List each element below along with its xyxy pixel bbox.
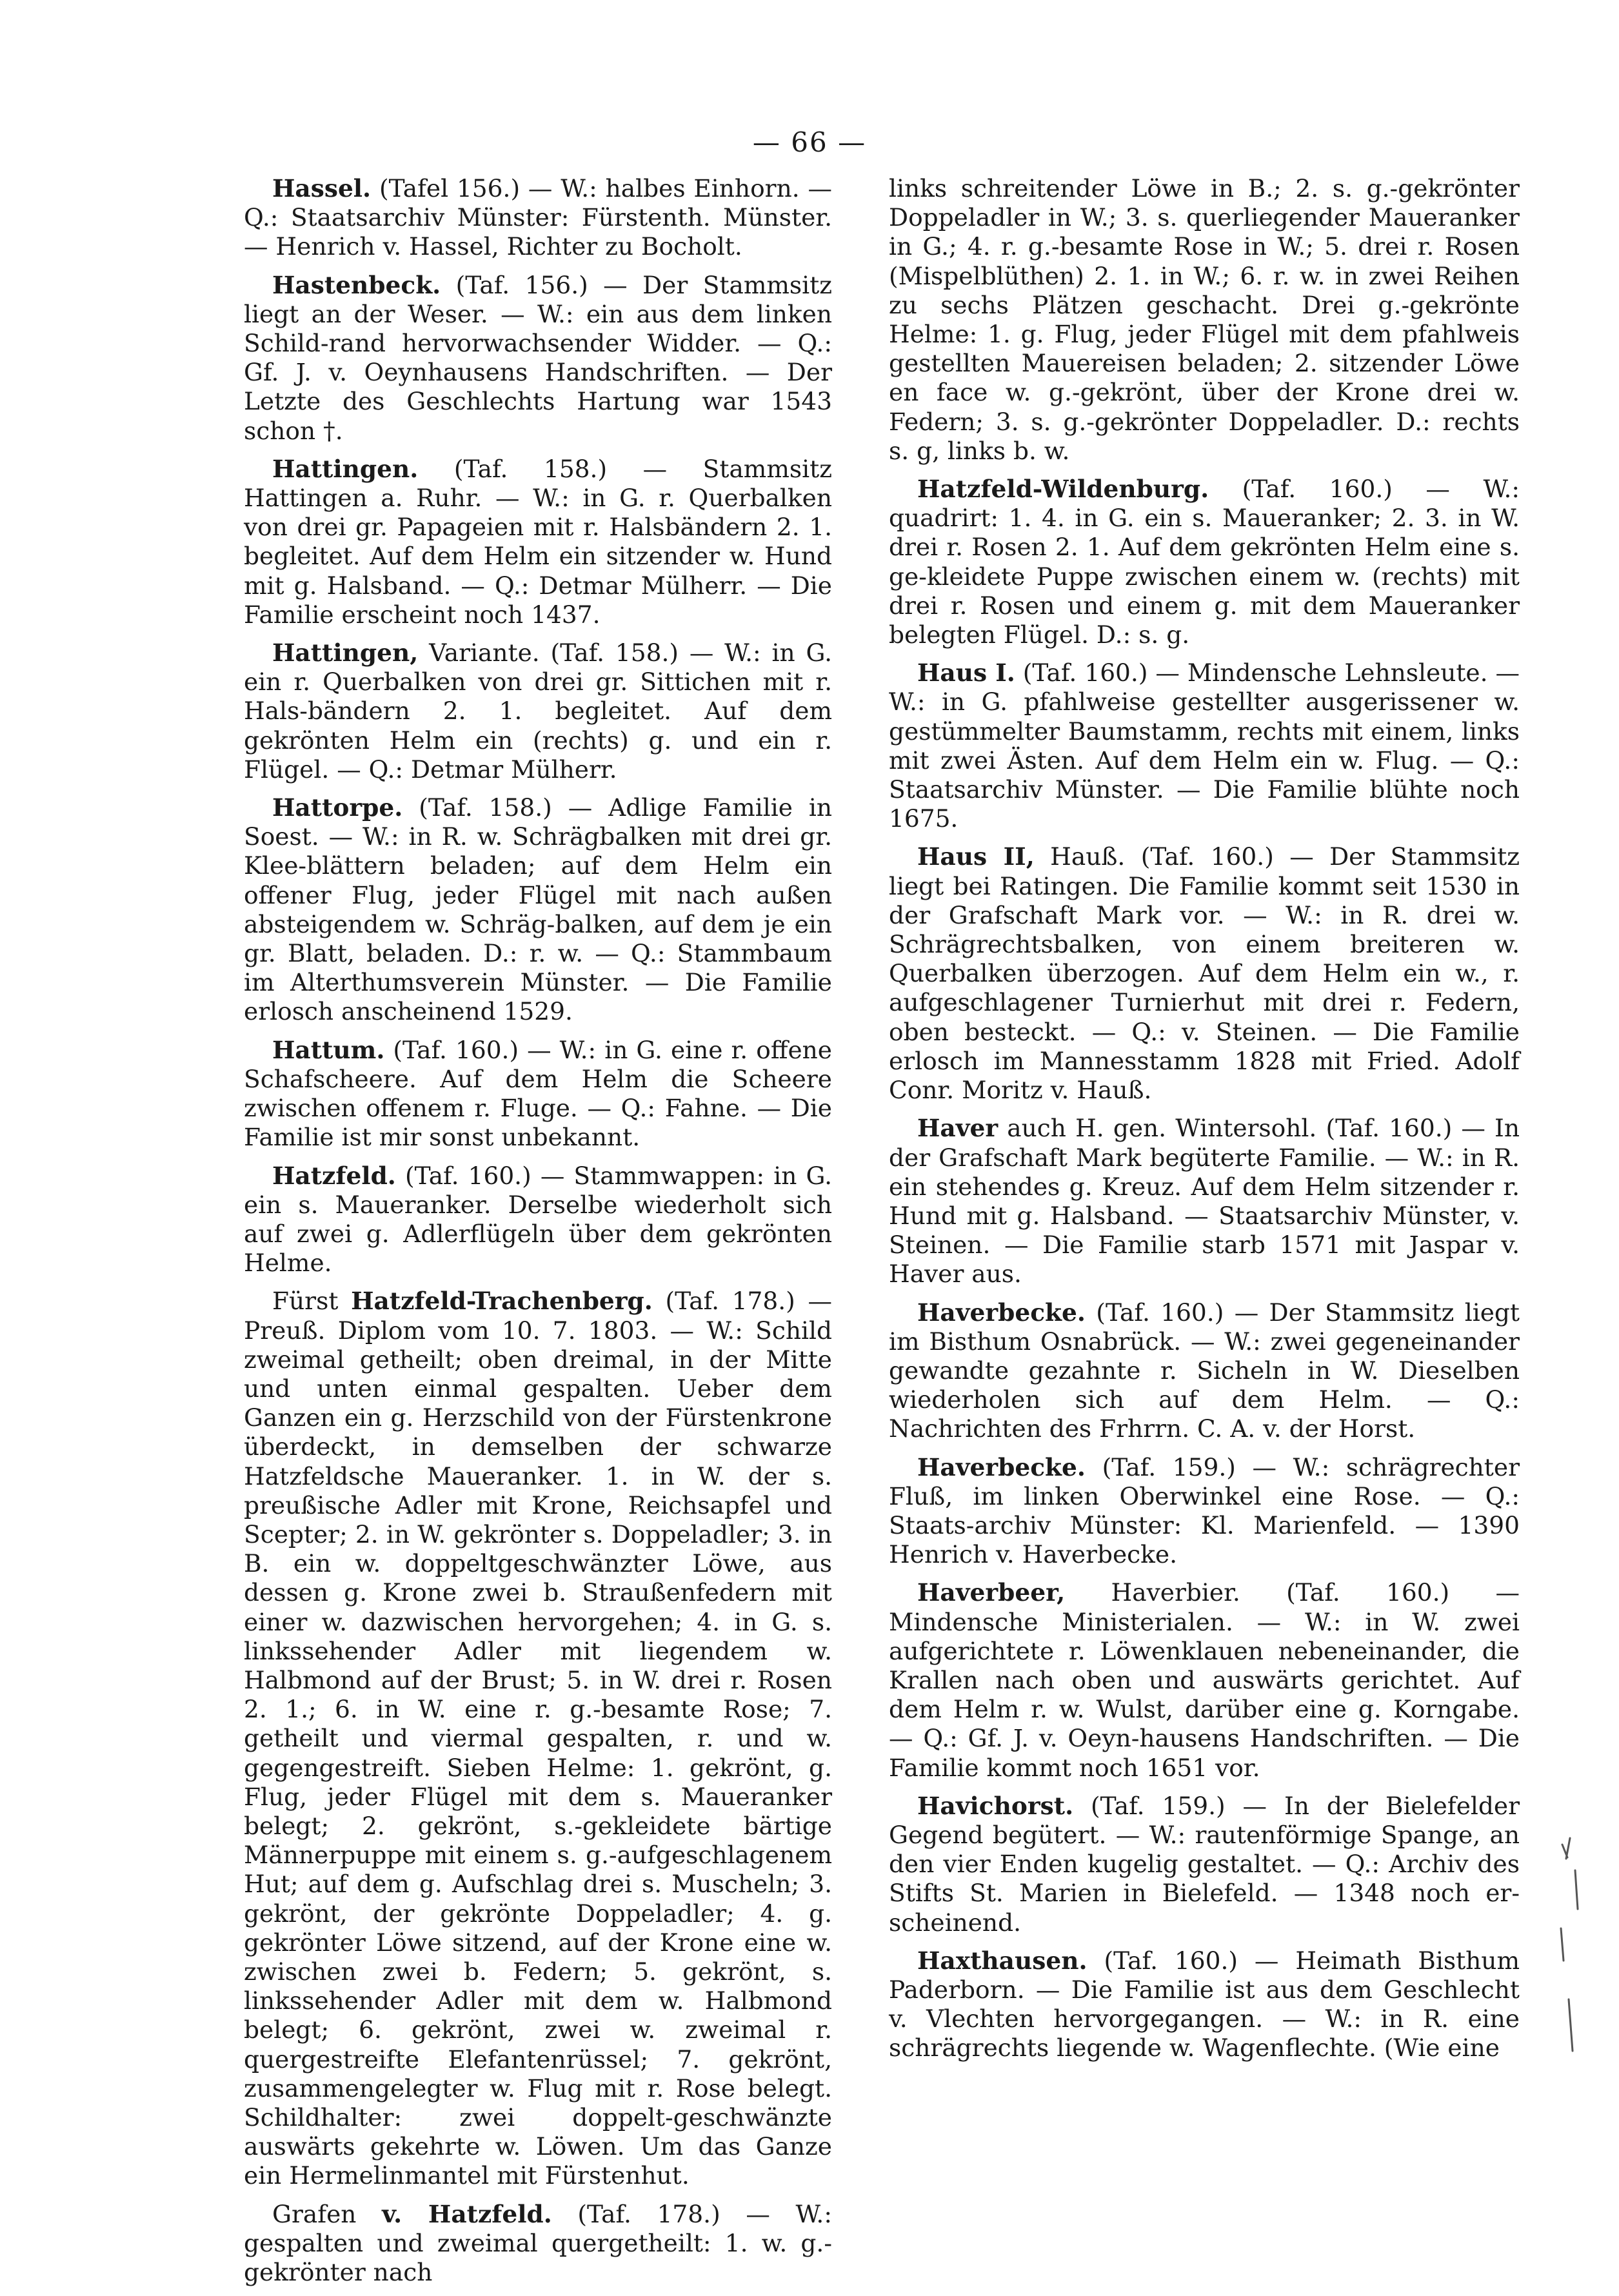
entry-haxthausen xyxy=(889,1946,1520,2063)
entry-hattingen xyxy=(244,455,832,629)
entry-text: (Tafel 156.) — W.: halbes Einhorn. — Q.: Staatsarchiv Münster: Fürstenth. Münster. — Henrich v. Hassel, Richter zu Bocholt. xyxy=(244,174,832,261)
entry-hatzfeld-wildenburg xyxy=(889,475,1520,649)
entry-haverbecke-2 xyxy=(889,1453,1520,1570)
entry-haverbecke-1 xyxy=(889,1298,1520,1444)
headword: Hattorpe. xyxy=(272,793,403,822)
headword: Haxthausen. xyxy=(917,1946,1088,1975)
headword: Haverbecke. xyxy=(917,1452,1086,1481)
headword: Havichorst. xyxy=(917,1791,1074,1820)
margin-scribble-marks xyxy=(1556,1832,1607,2064)
entry-text: (Taf. 159.) — W.: schrägrechter Fluß, im linken Oberwinkel eine Rose. — Q.: Staats-archiv Münster: Kl. Marienfeld. — 1390 Henrich v. Haverbecke. xyxy=(889,1452,1520,1569)
entry-text: (Taf. 160.) — W.: quadrirt: 1. 4. in G. ein s. Maueranker; 2. 3. in W. drei r. Rosen 2. 1. Auf dem gekrönten Helm eine s. ge-kleidete Puppe zwischen einem w. (rechts) mit drei r. Rosen und einem g. mit dem Maueranker belegten Flügel. D.: s. g. xyxy=(889,475,1520,649)
headword: Hattingen. xyxy=(272,454,419,483)
entry-hassel xyxy=(244,174,832,262)
entry-text: (Taf. 160.) — Mindensche Lehnsleute. — W.: in G. pfahlweise gestellter ausgerissener w. gestümmelter Baumstamm, rechts mit einem, links mit zwei Ästen. Auf dem Helm ein w. Flug. — Q.: Staatsarchiv Münster. — Die Familie blühte noch 1675. xyxy=(889,658,1520,833)
entry-grafen-hatzfeld xyxy=(244,2200,832,2288)
headword: Hastenbeck. xyxy=(272,270,441,299)
right-column xyxy=(889,174,1520,2072)
entry-text: (Taf. 160.) — Der Stammsitz liegt im Bisthum Osnabrück. — W.: zwei gegeneinander gewandte gezahnte r. Sicheln in W. Dieselben wiederholen sich auf dem Helm. — Q.: Nachrichten des Frhrrn. C. A. v. der Horst. xyxy=(889,1298,1520,1443)
entry-haus-ii xyxy=(889,842,1520,1105)
headword: Hatzfeld-Trachenberg. xyxy=(351,1287,653,1316)
entry-text: Hauß. (Taf. 160.) — Der Stammsitz liegt bei Ratingen. Die Familie kommt seit 1530 in der Grafschaft Mark vor. — W.: in R. drei w. Schrägrechtsbalken, von einem breiteren w. Querbalken überzogen. Auf dem Helm ein w., r. aufgeschlagener Turnierhut mit drei r. Federn, oben besteckt. — Q.: v. Steinen. — Die Familie erlosch im Mannesstamm 1828 mit Fried. Adolf Conr. Moritz v. Hauß. xyxy=(889,842,1520,1105)
headword: Haus II, xyxy=(917,842,1035,871)
entry-prefix: Fürst xyxy=(272,1287,352,1316)
headword: Haver xyxy=(917,1114,998,1143)
entry-text: Haverbier. (Taf. 160.) — Mindensche Ministerialen. — W.: in W. zwei aufgerichtete r. Löwenklauen nebeneinander, die Krallen nach oben und auswärts gerichtet. Auf dem Helm r. w. Wulst, darüber eine g. Korngabe. — Q.: Gf. J. v. Oeyn-hausens Handschriften. — Die Familie kommt noch 1651 vor. xyxy=(889,1578,1520,1782)
entry-hattorpe xyxy=(244,793,832,1027)
headword: Haverbeer, xyxy=(917,1578,1066,1607)
headword: Hatzfeld-Wildenburg. xyxy=(917,475,1209,504)
entry-text: auch H. gen. Wintersohl. (Taf. 160.) — In der Grafschaft Mark begüterte Familie. — W.: in R. ein stehendes g. Kreuz. Auf dem Helm sitzender r. Hund mit g. Halsband. — Staatsarchiv Münster, v. Steinen. — Die Familie starb 1571 mit Jaspar v. Haver aus. xyxy=(889,1114,1520,1289)
entry-haver xyxy=(889,1114,1520,1289)
entry-text: links schreitender Löwe in B.; 2. s. g.-gekrönter Doppeladler in W.; 3. s. querliegender Maueranker in G.; 4. r. g.-besamte Rose in W.; 5. drei r. Rosen (Mispelblüthen) 2. 1. in W.; 6. r. w. in zwei Reihen zu sechs Plätzen geschacht. Drei g.-gekrönte Helme: 1. g. Flug, jeder Flügel mit dem pfahlweis gestellten Mauereisen beladen; 2. sitzender Löwe en face w. g.-gekrönt, über der Krone drei w. Federn; 3. s. g.-gekrönter Doppeladler. D.: rechts s. g, links b. w. xyxy=(889,174,1520,465)
entry-hattingen-variante xyxy=(244,638,832,784)
entry-text: (Taf. 158.) — Adlige Familie in Soest. — W.: in R. w. Schrägbalken mit drei gr. Klee-blättern beladen; auf dem Helm ein offener Flug, jeder Flügel mit nach außen absteigendem w. Schräg-balken, auf dem je ein gr. Blatt, beladen. D.: r. w. — Q.: Stammbaum im Alterthumsverein Münster. — Die Familie erlosch anscheinend 1529. xyxy=(244,793,832,1026)
entry-continuation xyxy=(889,174,1520,466)
headword: Haverbecke. xyxy=(917,1298,1086,1327)
entry-hatzfeld xyxy=(244,1162,832,1278)
headword: Hattingen, xyxy=(272,638,419,668)
entry-text: (Taf. 158.) — Stammsitz Hattingen a. Ruhr. — W.: in G. r. Querbalken von drei gr. Papageien mit r. Halsbändern 2. 1. begleitet. Auf dem Helm ein sitzender w. Hund mit g. Halsband. — Q.: Detmar Mülherr. — Die Familie erscheint noch 1437. xyxy=(244,454,832,629)
headword: Haus I. xyxy=(917,658,1015,688)
entry-text: (Taf. 178.) — W.: gespalten und zweimal quergetheilt: 1. w. g.-gekrönter nach xyxy=(244,2199,832,2287)
entry-havichorst xyxy=(889,1792,1520,1937)
entry-text: (Taf. 160.) — Stammwappen: in G. ein s. Maueranker. Derselbe wiederholt sich auf zwei g. Adlerflügeln über dem gekrönten Helme. xyxy=(244,1161,832,1278)
entry-text: (Taf. 160.) — W.: in G. eine r. offene Schafscheere. Auf dem Helm die Scheere zwischen offenem r. Fluge. — Q.: Fahne. — Die Familie ist mir sonst unbekannt. xyxy=(244,1035,832,1152)
headword: Hattum. xyxy=(272,1035,385,1064)
entry-haus-i xyxy=(889,658,1520,833)
entry-hattum xyxy=(244,1036,832,1153)
entry-hastenbeck xyxy=(244,271,832,446)
entry-text: (Taf. 159.) — In der Bielefelder Gegend begütert. — W.: rautenförmige Spange, an den vier Enden kugelig gestaltet. — Q.: Archiv des Stifts St. Marien in Bielefeld. — 1348 noch er-scheinend. xyxy=(889,1791,1520,1937)
headword: Hatzfeld. xyxy=(272,1161,396,1190)
entry-text: (Taf. 160.) — Heimath Bisthum Paderborn. — Die Familie ist aus dem Geschlecht v. Vlechten hervorgegangen. — W.: in R. eine schrägrechts liegende w. Wagenflechte. (Wie eine xyxy=(889,1946,1520,2063)
entry-hatzfeld-trachenberg xyxy=(244,1287,832,2190)
page-number: — 66 — xyxy=(752,126,867,158)
entry-text: (Taf. 156.) — Der Stammsitz liegt an der Weser. — W.: ein aus dem linken Schild-rand hervorwachsender Widder. — Q.: Gf. J. v. Oeynhausens Handschriften. — Der Letzte des Geschlechts Hartung war 1543 schon †. xyxy=(244,270,832,445)
entry-haverbeer xyxy=(889,1578,1520,1782)
left-column xyxy=(244,174,832,2296)
headword: v. Hatzfeld. xyxy=(382,2199,552,2228)
entry-text: Variante. (Taf. 158.) — W.: in G. ein r. Querbalken von drei gr. Sittichen mit r. Hals-bändern 2. 1. begleitet. Auf dem gekrönten Helm ein (rechts) g. und ein r. Flügel. — Q.: Detmar Mülherr. xyxy=(244,638,832,784)
headword: Hassel. xyxy=(272,174,372,203)
entry-text: (Taf. 178.) — Preuß. Diplom vom 10. 7. 1803. — W.: Schild zweimal getheilt; oben dreimal, in der Mitte und unten einmal gespalten. Ueber dem Ganzen ein g. Herzschild von der Fürstenkrone überdeckt, in demselben der schwarze Hatzfeldsche Maueranker. 1. in W. der s. preußische Adler mit Krone, Reichsapfel und Scepter; 2. in W. gekrönter s. Doppeladler; 3. in B. ein w. doppeltgeschwänzter Löwe, aus dessen g. Krone zwei b. Straußenfedern mit einer w. dazwischen hervorgehen; 4. in G. s. linkssehender Adler mit liegendem w. Halbmond auf der Brust; 5. in W. drei r. Rosen 2. 1.; 6. in W. eine r. g.-besamte Rose; 7. getheilt und viermal gespalten, r. und w. gegengestreift. Sieben Helme: 1. gekrönt, g. Flug, jeder Flügel mit dem s. Maueranker belegt; 2. gekrönt, s.-gekleidete bärtige Männerpuppe mit einem s. g.-aufgeschlagenem Hut; auf dem g. Aufschlag drei s. Muscheln; 3. gekrönt, der gekrönte Doppeladler; 4. g. gekrönter Löwe sitzend, auf der Krone eine w. zwischen zwei b. Federn; 5. gekrönt, s. linkssehender Adler mit dem w. Halbmond belegt; 6. gekrönt, zwei w. zweimal r. quergestreifte Elefantenrüssel; 7. gekrönt, zusammengelegter w. Flug mit r. Rose belegt. Schildhalter: zwei doppelt-geschwänzte auswärts gekehrte w. Löwen. Um das Ganze ein Hermelinmantel mit Fürstenhut. xyxy=(244,1287,832,2190)
entry-prefix: Grafen xyxy=(272,2199,382,2228)
